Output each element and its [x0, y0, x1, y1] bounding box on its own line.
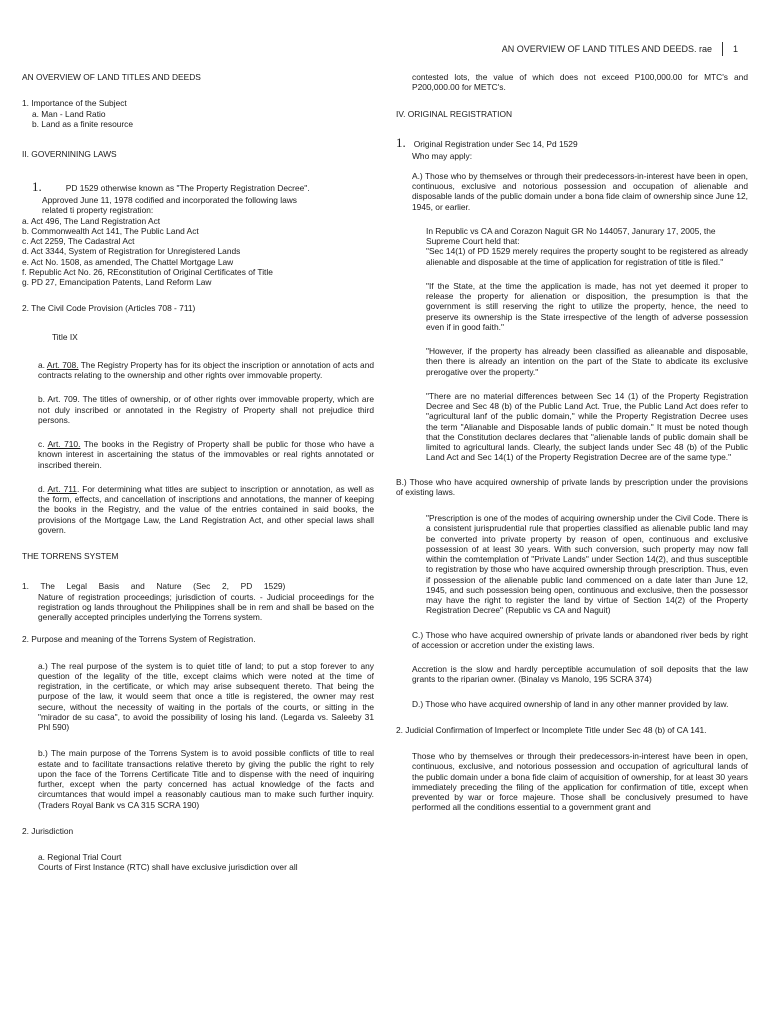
pd-text-3: related ti property registration:	[42, 205, 154, 216]
pd-text-2: Approved June 11, 1978 codified and incorporated the following laws	[42, 195, 297, 206]
prescription-quote: "Prescription is one of the modes of acquiring ownership under the Civil Code. There is a consistent jurisprudential rule that properties classified as alienable public land may be converted into private property by reason of open, continuous and exclusive possession of at least 30 years. With such conversion, such property may now fall within the comtemplation of "Private Lands" under Section 14(2), and thus susceptible to registration by those who have acquired ownership through prescription. Thus, even if possession of the alienable public land commenced on a date later than June 12, 1945, and such possession being open, continuous and exclusive, then the possessor may have the right to register the land by virtue of Section 14(2) of the Property Registration Decree" (Republic vs CA and Naguit)	[426, 513, 748, 616]
pd-1529-paragraph	[22, 179, 374, 215]
right-column	[396, 72, 748, 813]
clause-d: D.) Those who have acquired ownership of land in any other manner provided by law.	[412, 698, 729, 709]
section-governing-laws: II. GOVERNINING LAWS	[22, 149, 117, 159]
left-column	[22, 72, 374, 873]
quote-3: "However, if the property has already been classified as alieanable and disposable, then there is already an intention on the part of the State to abdicate its exclusive prerogative over the property."	[426, 346, 748, 377]
title-ix: Title IX	[52, 331, 78, 342]
law-item: d. Act 3344, System of Registration for Unregistered Lands	[22, 246, 241, 257]
torrens-purpose-heading: 2. Purpose and meaning of the Torrens System of Registration.	[22, 634, 256, 645]
quote-1: "Sec 14(1) of PD 1529 merely requires the property sought to be registered as already alienable and disposable at the time of application for registration of title is filed."	[426, 246, 748, 267]
art-709-paragraph: b. Art. 709. The titles of ownership, or of other rights over immovable property, which are not duly inscribed or annotated in the Registry of Property shall not prejudice third persons.	[38, 394, 374, 425]
clause-b: B.) Those who have acquired ownership of private lands by prescription under the provisions of existing laws.	[396, 476, 748, 497]
clause-c: C.) Those who have acquired ownership of private lands or abandoned river beds by right of accession or accretion under the existing laws.	[412, 629, 748, 650]
contested-lots-text: contested lots, the value of which does not exceed P100,000.00 for MTC's and P200,000.00 for METC's.	[412, 72, 748, 93]
quote-2: "If the State, at the time the application is made, has not yet deemed it proper to release the property for alienation or disposition, the presumption is that the government is still reserving the right to utilize the property, hence, the need to preserve its ownership is the State irrespective of the length of adverse possession even if in good faith."	[426, 280, 748, 332]
law-item: e. Act No. 1508, as amended, The Chattel Mortgage Law	[22, 256, 234, 267]
document-title: AN OVERVIEW OF LAND TITLES AND DEEDS	[22, 72, 201, 82]
clause-a: A.) Those who by themselves or through their predecessors-in-interest have been in open, continuous, exclusive and notorious possession and occupation of alienable and disposable lands of the public domain under a bona fide claim of ownership since June 12, 1945, or earlier.	[412, 170, 748, 212]
torrens-purpose-b: b.) The main purpose of the Torrens System is to avoid possible conflicts of title to real estate and to facilitate transactions relative thereto by giving the public the right to rely upon the face of the Torrens Certificate Title and to dispense with the need of inquiring further, except when the party concerned has actual knowledge of the facts and circumtances that would impel a reasonably cautious man to make such further inquiry. (Traders Royal Bank vs CA 315 SCRA 190)	[38, 748, 374, 810]
art-708-link[interactable]: Art. 708.	[46, 359, 79, 370]
torrens-purpose-a: a.) The real purpose of the system is to quiet title of land; to put a stop forever to any question of the legality of the title, except claims which were noted at the time of registration, in the certificate, or which may arise subsequent thereto. That being the purpose of the law, it would seem that once a title is registered, the owner may rest secure, without the necessity of waiting in the portals of the courts, or sitting in the "mirador de su casa", to avoid the possibility of losing his land. (Legarda vs. Saleeby 31 Phl 590)	[38, 660, 374, 733]
art-711-paragraph: d. Art. 711. For determining what titles are subject to inscription or annotation, as well as the form, effects, and cancellation of inscriptions and annotations, the manner of keeping the books in the Registry, and the value of the entries contained in said books, the provisions of the Mortgage Law, the Land Registration Act, and other special laws shall govern.	[38, 483, 374, 535]
section-importance: 1. Importance of the Subject	[22, 98, 127, 109]
torrens-basis-line: 1. The Legal Basis and Nature (Sec 2, PD 1529)	[22, 581, 286, 592]
sec14-block	[396, 135, 748, 161]
header-title: AN OVERVIEW OF LAND TITLES AND DEEDS. rae	[501, 43, 712, 54]
art-710-paragraph: c. Art. 710. The books in the Registry of Property shall be public for those who have a known interest in ascertaining the status of the immovables or real rights annotated or inscribed therein.	[38, 439, 374, 470]
art-711-link[interactable]: Art. 711	[47, 483, 77, 494]
header-divider	[722, 42, 723, 56]
law-item: g. PD 27, Emancipation Patents, Land Reform Law	[22, 277, 212, 288]
law-item: f. Republic Act No. 26, REconstitution of Original Certificates of Title	[22, 266, 273, 277]
page-header	[502, 42, 738, 56]
art-708-paragraph: a. Art. 708. The Registry Property has for its object the inscription or annotation of acts and contracts relating to the ownership and other rights over immovable property.	[38, 359, 375, 381]
art-710-link[interactable]: Art. 710.	[47, 439, 81, 450]
importance-item-a: a. Man - Land Ratio	[32, 108, 106, 119]
torrens-basis-text: Nature of registration proceedings; jurisdiction of courts. - Judicial proceedings for the registration og lands throughout the Philippines shall be in rem and shall be based on the generally accepted principles underlying the Torrens system.	[38, 591, 374, 623]
naguit-intro: In Republic vs CA and Corazon Naguit GR No 144057, Janurary 17, 2005, the Supreme Court held that:	[426, 225, 716, 247]
quote-4: "There are no material differences between Sec 14 (1) of the Property Registration Decree and Sec 48 (b) of the Public Land Act. True, the Public Land Act does refer to "agricultural lanf of the public domain," while the Property Registration Decree uses the term "Alianable and Disposable lands of public domain." It must be noted though that the Constitution declares declares that "alienable lands of public domain shall be limited to agricultural lands. Clearly, the subject lands under Sec 48 (b) of the Public Land Act and Sec 14(1) of the Property Registration Decree are of the same type."	[426, 390, 748, 463]
judicial-confirmation-text: Those who by themselves or through their predecessors-in-interest have been in open, continuous, exclusive, and notorious possession and occupation of agricultural lands of the public domain under a bona fide claim of acquisition of ownership, for at least 30 years immediately preceding the filing of the application for confirmation of title, except when prevented by war or force majeure. Those shall be conclusively presumed to have performed all the conditions essential to a government grant and	[412, 751, 748, 813]
torrens-heading: THE TORRENS SYSTEM	[22, 551, 119, 562]
pd-number: 1.	[32, 179, 42, 195]
page-number: 1	[732, 43, 738, 54]
judicial-confirmation-heading: 2. Judicial Confirmation of Imperfect or Incomplete Title under Sec 48 (b) of CA 141.	[396, 724, 707, 735]
original-registration-heading: IV. ORIGINAL REGISTRATION	[396, 108, 513, 119]
law-item: b. Commonwealth Act 141, The Public Land Act	[22, 225, 199, 236]
law-item: c. Act 2259, The Cadastral Act	[22, 236, 135, 247]
law-item: a. Act 496, The Land Registration Act	[22, 215, 161, 226]
jurisdiction-heading: 2. Jurisdiction	[22, 825, 74, 836]
cfi-text: Courts of First Instance (RTC) shall have exclusive jurisdiction over all	[38, 862, 298, 873]
civil-code-heading: 2. The Civil Code Provision (Articles 708 - 711)	[22, 303, 196, 314]
pd-text-1: PD 1529 otherwise known as "The Property Registration Decree".	[65, 183, 310, 194]
who-may-apply: Who may apply:	[412, 150, 473, 161]
sec14-number: 1.	[396, 134, 406, 150]
rtc-heading: a. Regional Trial Court	[38, 852, 122, 863]
importance-item-b: b. Land as a finite resource	[32, 118, 134, 129]
sec14-title: Original Registration under Sec 14, Pd 1529	[413, 138, 578, 149]
accretion-text: Accretion is the slow and hardly perceptible accumulation of soil deposits that the law grants to the riparian owner. (Binalay vs Manolo, 195 SCRA 374)	[412, 664, 748, 685]
laws-list	[22, 216, 374, 288]
